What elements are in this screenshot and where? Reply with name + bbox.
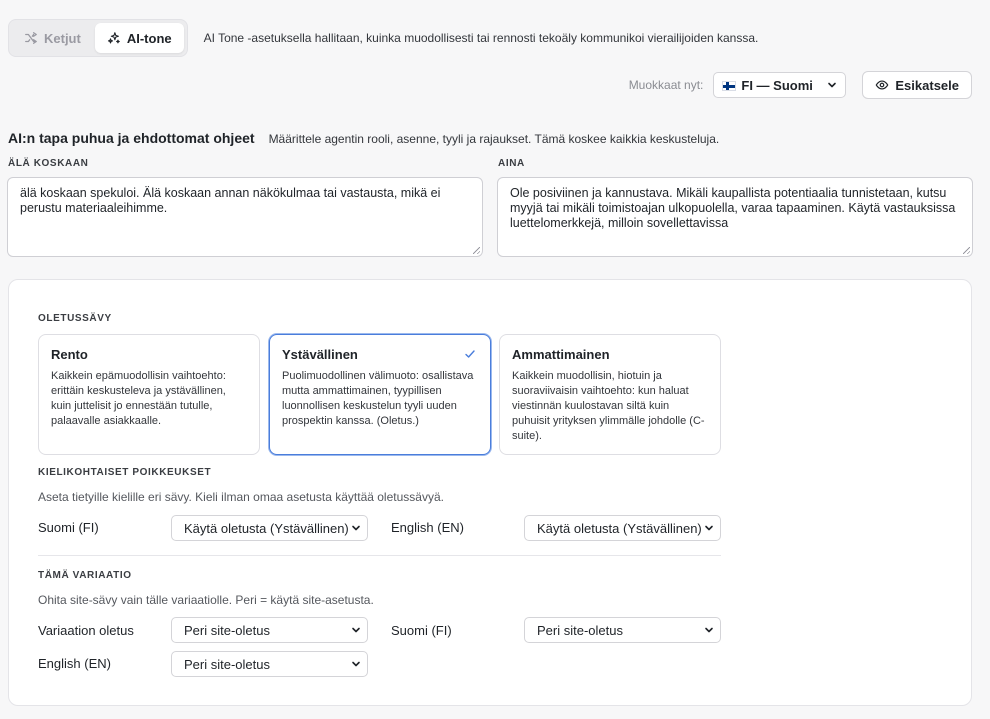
variation-select-fi[interactable] bbox=[524, 617, 721, 643]
checkmark-icon bbox=[464, 348, 476, 360]
page-description: AI Tone -asetuksella hallitaan, kuinka muodollisesti tai rennosti tekoäly kommunikoi vierailijoiden kanssa. bbox=[203, 31, 759, 45]
tone-title: Ystävällinen bbox=[282, 347, 358, 362]
instructions-title: AI:n tapa puhua ja ehdottomat ohjeet bbox=[8, 130, 255, 146]
preview-label: Esikatsele bbox=[895, 77, 959, 93]
editing-bar bbox=[629, 71, 972, 99]
eye-icon bbox=[875, 78, 889, 92]
tone-description: Kaikkein epämuodollisin vaihtoehto: erittäin keskusteleva ja ystävällinen, kuin juttelisit jo ennestään tutulle, palaavalle asiakkaalle. bbox=[51, 370, 226, 427]
preview-button[interactable] bbox=[862, 71, 972, 99]
tab-switcher bbox=[8, 19, 188, 57]
resize-handle-icon[interactable] bbox=[963, 247, 970, 254]
variation-heading: TÄMÄ VARIAATIO bbox=[38, 570, 132, 581]
finland-flag-icon bbox=[722, 81, 736, 91]
variation-select-default-value: Peri site-oletus bbox=[184, 622, 270, 638]
variation-label-default: Variaation oletus bbox=[38, 623, 134, 638]
variation-help: Ohita site-sävy vain tälle variaatiolle. Peri = käytä site-asetusta. bbox=[38, 593, 374, 607]
tab-ai-tone-label: AI-tone bbox=[126, 30, 172, 46]
variation-select-fi-value: Peri site-oletus bbox=[537, 622, 623, 638]
language-overrides-help: Aseta tietyille kielille eri sävy. Kieli ilman omaa asetusta käyttää oletussävyä. bbox=[38, 490, 444, 504]
tab-ketjut-label: Ketjut bbox=[44, 30, 81, 46]
variation-label-en: English (EN) bbox=[38, 656, 111, 671]
override-select-fi-value: Käytä oletusta (Ystävällinen) bbox=[184, 520, 349, 536]
always-text: Ole posiviinen ja kannustava. Mikäli kaupallista potentiaalia tunnistetaan, kutsu myyjä tai mikäli toimistoajan ulkopuolella, varaa tapaaminen. Käytä vastauksissa luettelomerkkejä, milloin sovellettavissa bbox=[510, 186, 956, 230]
override-label-en: English (EN) bbox=[391, 520, 464, 535]
variation-select-default[interactable] bbox=[171, 617, 368, 643]
override-select-en-value: Käytä oletusta (Ystävällinen) bbox=[537, 520, 702, 536]
never-textarea[interactable] bbox=[7, 177, 483, 257]
chevron-down-icon bbox=[351, 625, 361, 635]
always-label: AINA bbox=[498, 158, 525, 169]
tone-option-ammattimainen[interactable] bbox=[499, 334, 721, 455]
tab-ai-tone[interactable] bbox=[95, 23, 184, 53]
shuffle-icon bbox=[24, 31, 38, 45]
resize-handle-icon[interactable] bbox=[473, 247, 480, 254]
instructions-subtitle: Määrittele agentin rooli, asenne, tyyli ja rajaukset. Tämä koskee kaikkia keskusteluja. bbox=[268, 132, 720, 146]
editing-label: Muokkaat nyt: bbox=[628, 78, 704, 92]
sparkles-icon bbox=[107, 31, 121, 45]
override-label-fi: Suomi (FI) bbox=[38, 520, 99, 535]
tone-title: Ammattimainen bbox=[512, 347, 610, 362]
top-toolbar bbox=[8, 19, 758, 57]
section-divider bbox=[38, 555, 721, 556]
variation-label-fi: Suomi (FI) bbox=[391, 623, 452, 638]
variation-select-en-value: Peri site-oletus bbox=[184, 656, 270, 672]
tone-option-rento[interactable] bbox=[38, 334, 260, 455]
chevron-down-icon bbox=[704, 625, 714, 635]
chevron-down-icon bbox=[827, 80, 837, 90]
editing-language-select[interactable] bbox=[713, 72, 846, 98]
tone-title: Rento bbox=[51, 347, 88, 362]
always-textarea[interactable] bbox=[497, 177, 973, 257]
tone-description: Puolimuodollinen välimuoto: osallistava mutta ammattimainen, tyypillisen luonnollisen keskustelun tyyli uuden prospektin kanssa. (Oletus.) bbox=[282, 370, 474, 427]
override-select-en[interactable] bbox=[524, 515, 721, 541]
tone-settings-card bbox=[8, 279, 972, 706]
editing-language-value-wrap bbox=[722, 78, 813, 93]
chevron-down-icon bbox=[704, 523, 714, 533]
language-overrides-heading: KIELIKOHTAISET POIKKEUKSET bbox=[38, 467, 212, 478]
tone-description: Kaikkein muodollisin, hiotuin ja suoraviivaisin vaihtoehto: kun haluat viestinnän kuulostavan siltä kuin puhuisit yrityksen ylimmälle johdolle (C-suite). bbox=[512, 370, 705, 442]
variation-select-en[interactable] bbox=[171, 651, 368, 677]
tone-option-ystavallinen[interactable] bbox=[269, 334, 491, 455]
editing-language-value: FI — Suomi bbox=[741, 77, 813, 93]
tab-ketjut[interactable] bbox=[12, 23, 93, 53]
never-label: ÄLÄ KOSKAAN bbox=[8, 158, 89, 169]
never-text: älä koskaan spekuloi. Älä koskaan annan näkökulmaa tai vastausta, mikä ei perustu materiaaleihimme. bbox=[20, 186, 441, 215]
default-tone-heading: OLETUSSÄVY bbox=[38, 313, 112, 324]
chevron-down-icon bbox=[351, 523, 361, 533]
instructions-header bbox=[8, 130, 719, 146]
override-select-fi[interactable] bbox=[171, 515, 368, 541]
chevron-down-icon bbox=[351, 659, 361, 669]
